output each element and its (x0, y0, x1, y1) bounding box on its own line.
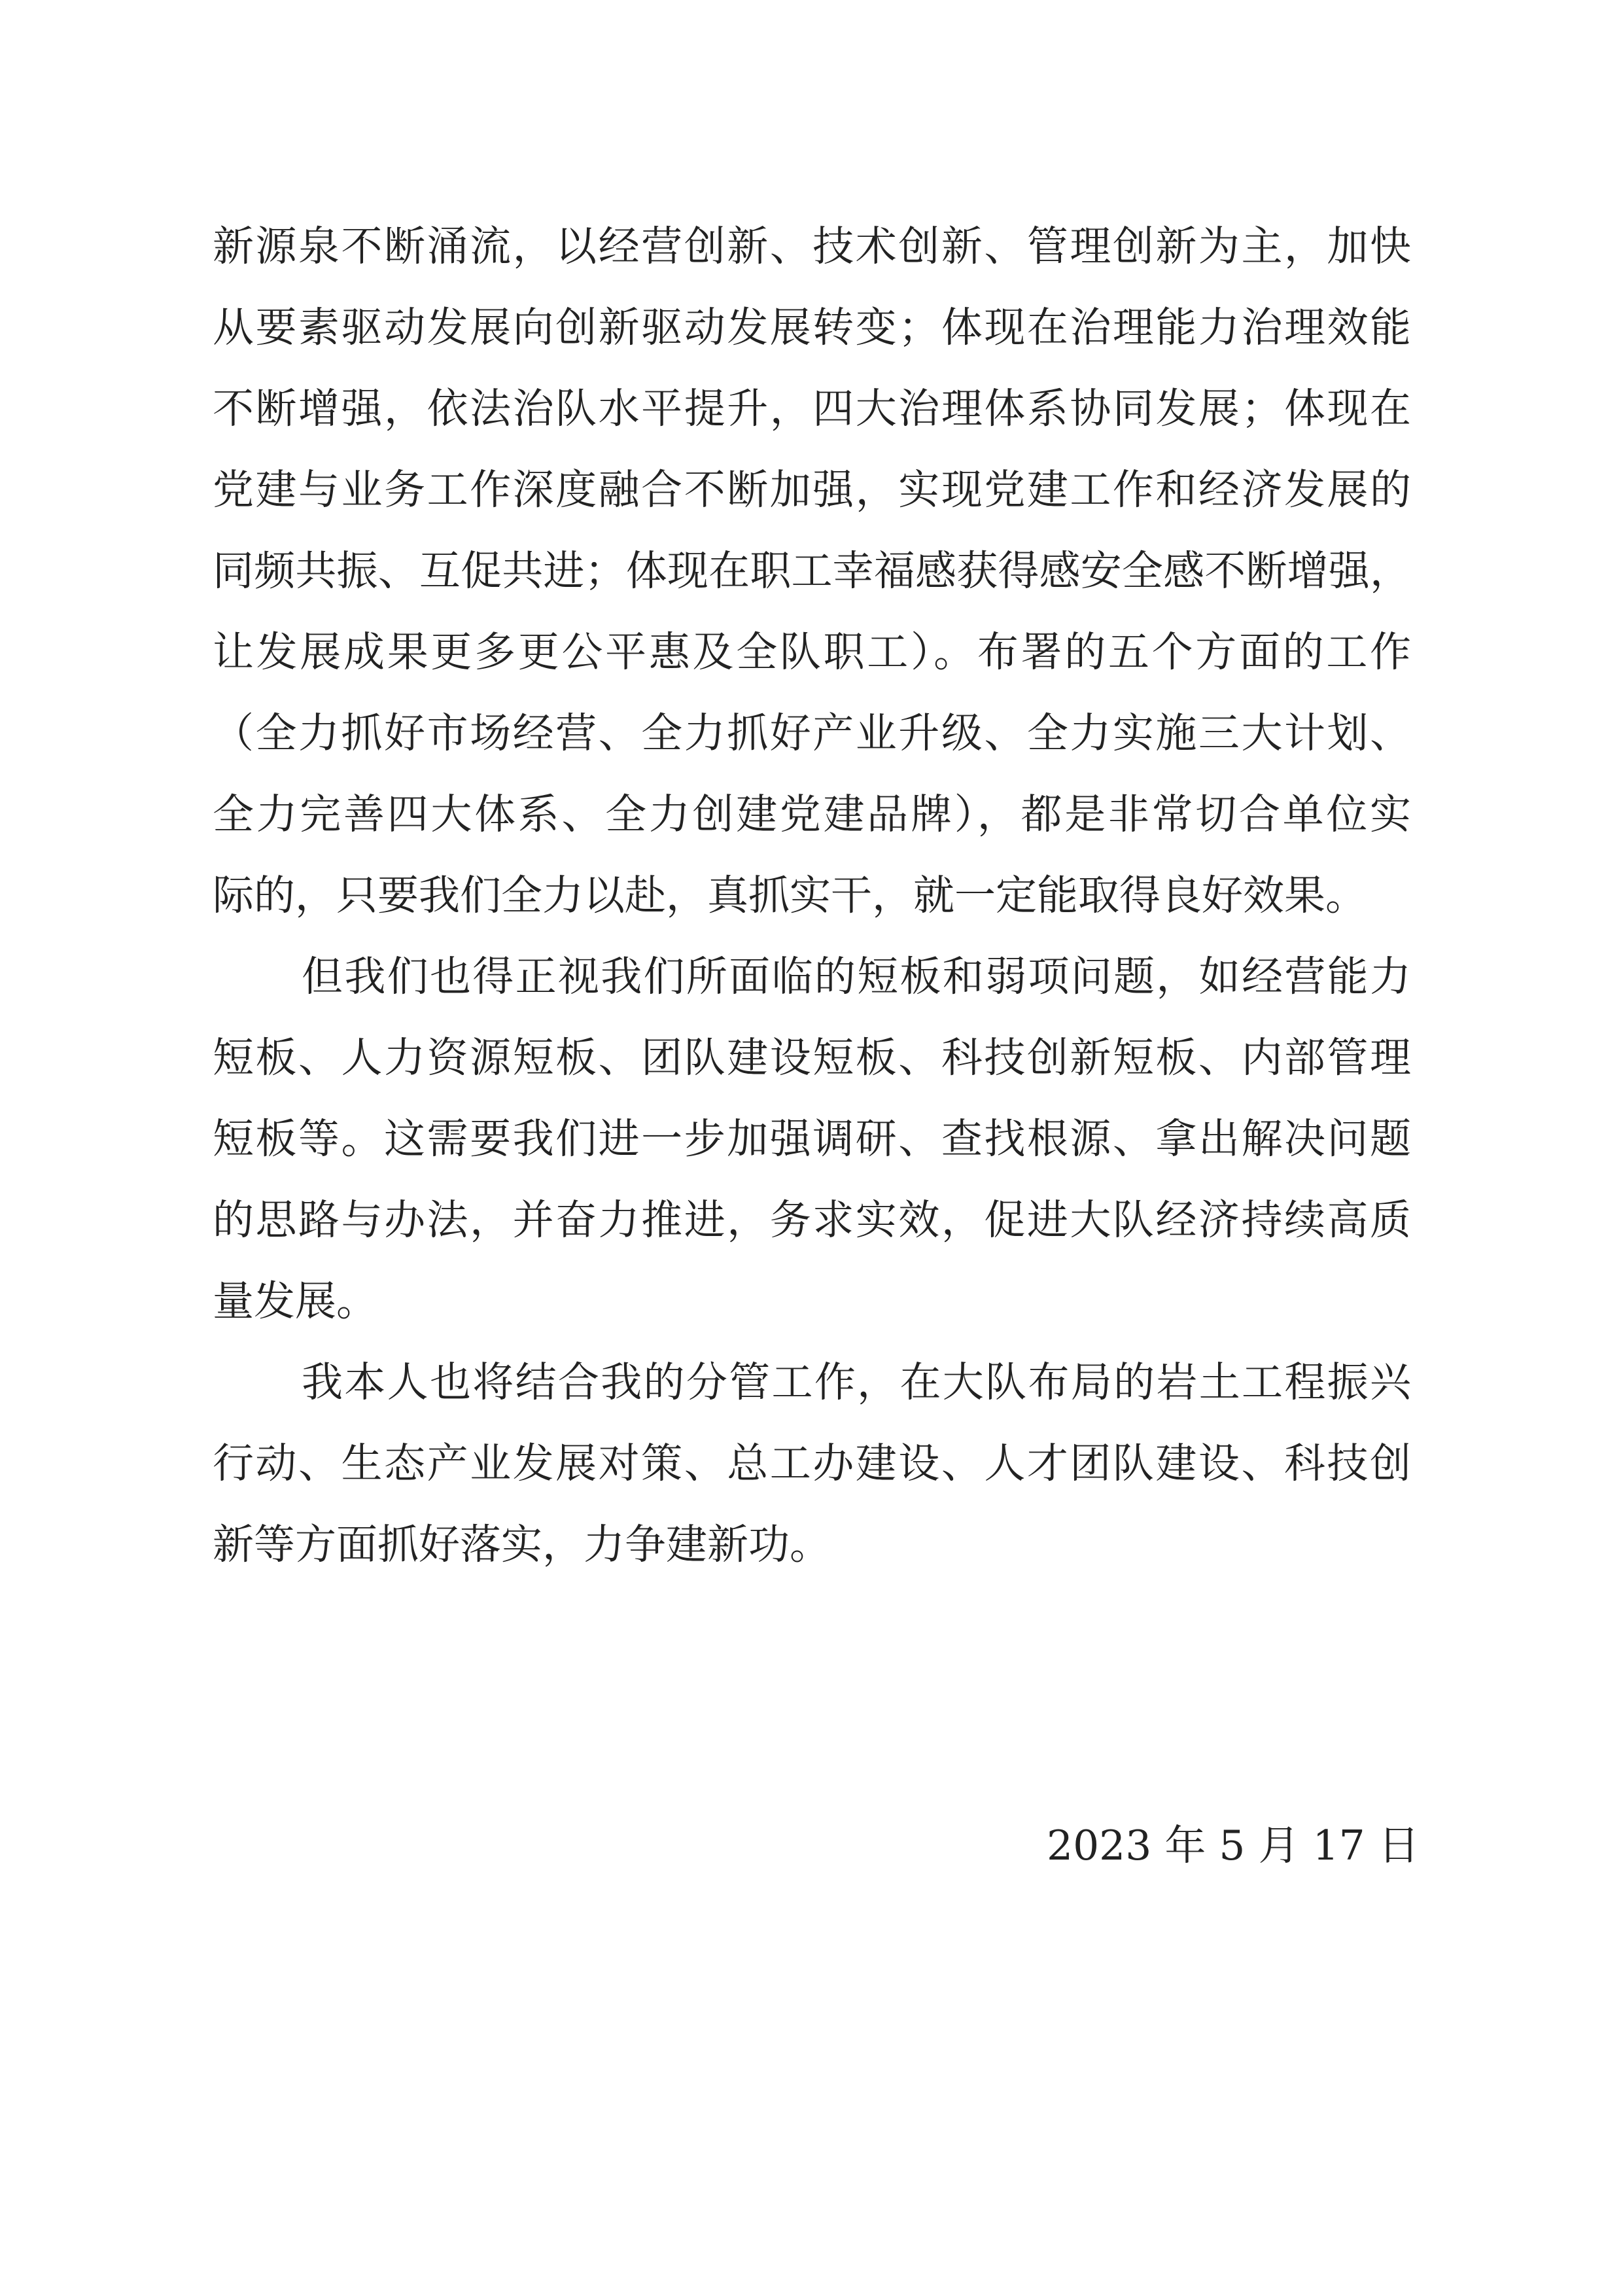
paragraph-line: 际的，只要我们全力以赴，真抓实干，就一定能取得良好效果。 (213, 872, 1367, 919)
paragraph-line: 行动、生态产业发展对策、总工办建设、人才团队建设、科技创 (213, 1439, 1411, 1487)
paragraph-line: 新源泉不断涌流，以经营创新、技术创新、管理创新为主，加快 (213, 222, 1411, 270)
paragraph-line: 不断增强，依法治队水平提升，四大治理体系协同发展；体现在 (213, 385, 1411, 433)
paragraph-line: 从要素驱动发展向创新驱动发展转变；体现在治理能力治理效能 (213, 304, 1411, 351)
paragraph-line: 我本人也将结合我的分管工作，在大队布局的岩土工程振兴 (302, 1358, 1411, 1406)
paragraph-line: 但我们也得正视我们所面临的短板和弱项问题，如经营能力 (302, 953, 1411, 1000)
paragraph-line: 新等方面抓好落实，力争建新功。 (213, 1521, 831, 1568)
document-body (213, 206, 1411, 1585)
paragraph-line: 让发展成果更多更公平惠及全队职工）。布署的五个方面的工作 (213, 628, 1411, 676)
paragraph-line: 短板、人力资源短板、团队建设短板、科技创新短板、内部管理 (213, 1034, 1411, 1082)
paragraph-line: 量发展。 (213, 1277, 377, 1325)
paragraph-line: 党建与业务工作深度融合不断加强，实现党建工作和经济发展的 (213, 466, 1411, 514)
paragraph-line: （全力抓好市场经营、全力抓好产业升级、全力实施三大计划、 (213, 709, 1411, 757)
paragraph-line: 同频共振、互促共进；体现在职工幸福感获得感安全感不断增强， (213, 547, 1411, 595)
paragraph-line: 短板等。这需要我们进一步加强调研、查找根源、拿出解决问题 (213, 1115, 1411, 1163)
paragraph-line: 全力完善四大体系、全力创建党建品牌），都是非常切合单位实 (213, 790, 1411, 838)
document-date: 2023 年 5 月 17 日 (1047, 1822, 1420, 1869)
paragraph-line: 的思路与办法，并奋力推进，务求实效，促进大队经济持续高质 (213, 1196, 1411, 1244)
